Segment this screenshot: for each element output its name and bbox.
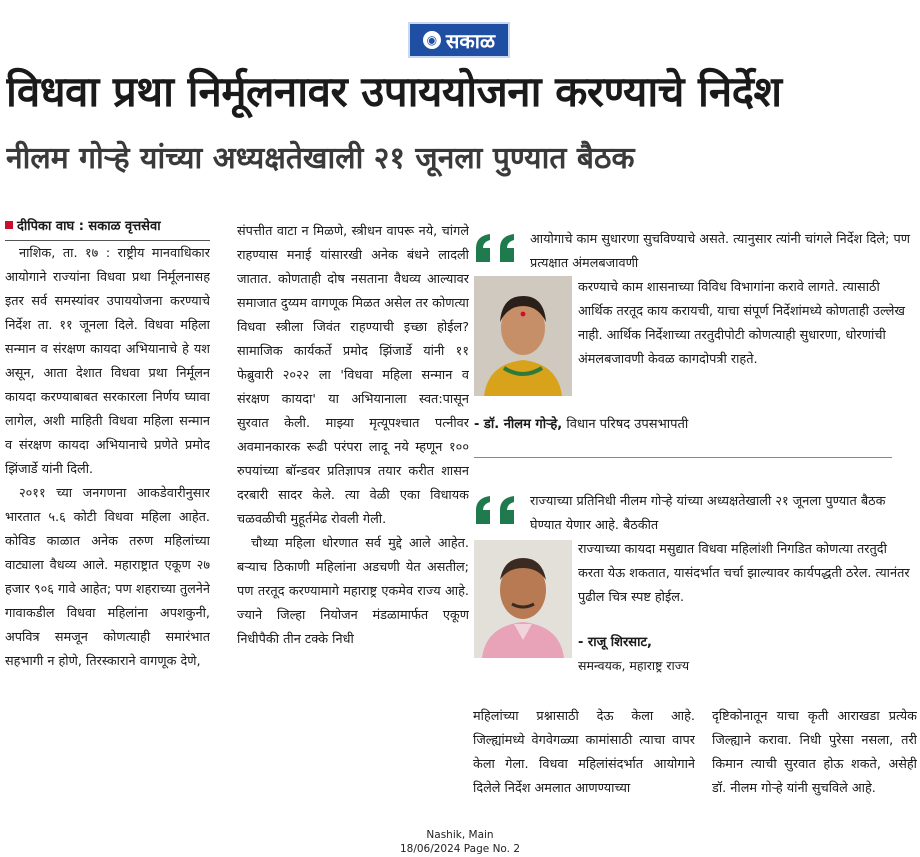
article-column-4 <box>712 705 917 833</box>
article-paragraph: दृष्टिकोनातून याचा कृती आराखडा प्रत्येक जिल्ह्याने करावा. निधी पुरेसा नसला, तरी किमान त्याची सुरवात होऊ शकते, असेही डॉ. नीलम गोऱ्हे यांनी सुचविले आहे. <box>712 709 917 796</box>
subheadline: नीलम गोऱ्हे यांच्या अध्यक्षतेखाली २१ जूनला पुण्यात बैठक <box>6 141 635 176</box>
byline-divider <box>5 240 210 241</box>
byline <box>5 216 210 234</box>
quote-2-lead: राज्याच्या प्रतिनिधी नीलम गोऱ्हे यांच्या अध्यक्षतेखाली २१ जूनला पुण्यात बैठक घेण्यात येणार आहे. बैठकीत <box>530 494 886 533</box>
article-column-2 <box>237 220 469 834</box>
byline-text: दीपिका वाघ : सकाळ वृत्तसेवा <box>17 219 161 234</box>
footer-edition: Nashik, Main <box>426 829 494 841</box>
logo-text: सकाळ <box>445 28 496 53</box>
quote-2-role: समन्वयक, महाराष्ट्र राज्य <box>578 658 690 673</box>
logo-emblem-icon: ◉ <box>423 31 441 49</box>
article-paragraph: २०११ च्या जनगणना आकडेवारीनुसार भारतात ५.६ कोटी विधवा महिला आहेत. कोविड काळात अनेक तरुण महिलांच्या वाट्याला वैधव्य आले. महाराष्ट्रात एकूण २७ हजार ९०६ गावे आहेत; पण शहराच्या तुलनेने गावाकडील विधवा महिलांना अपशकुनी, अपवित्र समजून कोणत्याही समारंभात सहभागी न होणे, तिरस्काराने वागणूक देणे, <box>5 486 210 669</box>
footer-date-page: 18/06/2024 Page No. 2 <box>399 843 521 855</box>
quote-mark-icon <box>474 232 520 264</box>
portrait-neelam-gorhe <box>474 276 572 396</box>
article-column-3 <box>473 705 695 833</box>
article-paragraph: संपत्तीत वाटा न मिळणे, स्त्रीधन वापरू नये, चांगले राहण्यास मनाई यांसारखी अनेक बंधने लादली जातात. कोणताही दोष नसताना वैधव्य आल्यावर समाजात दुय्यम वागणूक मिळत असेल तर कोणत्या विधवा स्त्रीला जिवंत राहण्याची इच्छा होईल? सामाजिक कार्यकर्ते प्रमोद झिंजार्डे यांनी ११ फेब्रुवारी २०२२ ला 'विधवा महिला सन्मान व संरक्षण कायदा' या अभियानाला स्वत:पासून सुरवात केली. माझ्या मृत्यूपश्चात पत्नीवर अवमानकारक रूढी परंपरा लादू नये म्हणून १०० रुपयांच्या बॉन्डवर प्रतिज्ञापत्र तयार करीत शासन दरबारी सादर केले. त्या वेळी एका विधायक चळवळीची मुहूर्तमेढ रोवली गेली. <box>237 224 469 527</box>
quote-2-attribution <box>578 633 914 653</box>
quote-mark-icon <box>474 494 520 526</box>
quote-1-lead: आयोगाचे काम सुधारणा सुचविण्याचे असते. त्यानुसार त्यांनी चांगले निर्देश दिले; पण प्रत्यक्षात अंमलबजावणी <box>530 232 910 271</box>
byline-marker-icon <box>5 221 13 229</box>
article-column-1 <box>5 242 210 834</box>
quote-2-text: राज्याच्या कायदा मसुद्यात विधवा महिलांशी निगडित कोणत्या तरतुदी करता येऊ शकतात, यासंदर्भात चर्चा झाल्यावर कार्यपद्धती ठरेल. त्यानंतर पुढील चित्र स्पष्ट होईल. <box>578 542 910 605</box>
article-paragraph: नाशिक, ता. १७ : राष्ट्रीय मानवाधिकार आयोगाने राज्यांना विधवा प्रथा निर्मूलनासह इतर सर्व समस्यांवर उपाययोजना करण्याचे निर्देश ता. ११ जूनला दिले. विधवा महिला सन्मान व संरक्षण कायदा अभियानाचे हे यश असून, आता देशात विधवा प्रथा निर्मूलन कायदा करण्याबाबत सरकारला निर्णय घ्यावा लागेल, अशी माहिती विधवा महिला सन्मान व संरक्षण कायदा अभियानाचे प्रणेते प्रमोद झिंजार्डे यांनी दिली. <box>5 246 210 477</box>
section-divider <box>474 457 892 458</box>
quote-1-attribution <box>474 415 914 435</box>
article-paragraph: चौथ्या महिला धोरणात सर्व मुद्दे आले आहेत. बऱ्याच ठिकाणी महिलांना अडचणी येत असतील; पण तरतूद करण्यामागे महाराष्ट्र एकमेव राज्य आहे. ज्याने जिल्हा नियोजन मंडळामार्फत एकूण निधीपैकी तीन टक्के निधी <box>237 536 469 647</box>
quote-1-name: - डॉ. नीलम गोऱ्हे, <box>474 417 563 432</box>
portrait-raju-shirsat <box>474 540 572 658</box>
quote-1-role: विधान परिषद उपसभापती <box>566 417 689 432</box>
quote-2-name: - राजू शिरसाट, <box>578 635 652 650</box>
quote-1-text: करण्याचे काम शासनाच्या विविध विभागांना करावे लागते. त्यासाठी आर्थिक तरतूद काय करायची, याचा संपूर्ण निर्देशांमध्ये कोणताही उल्लेख नाही. आर्थिक निर्देशाच्या तरतुदीपोटी कोणत्याही सुधारणा, धोरणांची अंमलबजावणी केवळ कागदोपत्री राहते. <box>578 280 905 367</box>
article-paragraph: महिलांच्या प्रश्नासाठी देऊ केला आहे. जिल्ह्यांमध्ये वेगवेगळ्या कामांसाठी त्याचा वापर केला गेला. विधवा महिलांसंदर्भात आयोगाने दिलेले निर्देश अमलात आणण्याच्या <box>473 709 695 796</box>
sakal-logo <box>408 22 510 58</box>
headline: विधवा प्रथा निर्मूलनावर उपाययोजना करण्याचे निर्देश <box>6 67 782 116</box>
page-footer <box>360 828 560 856</box>
